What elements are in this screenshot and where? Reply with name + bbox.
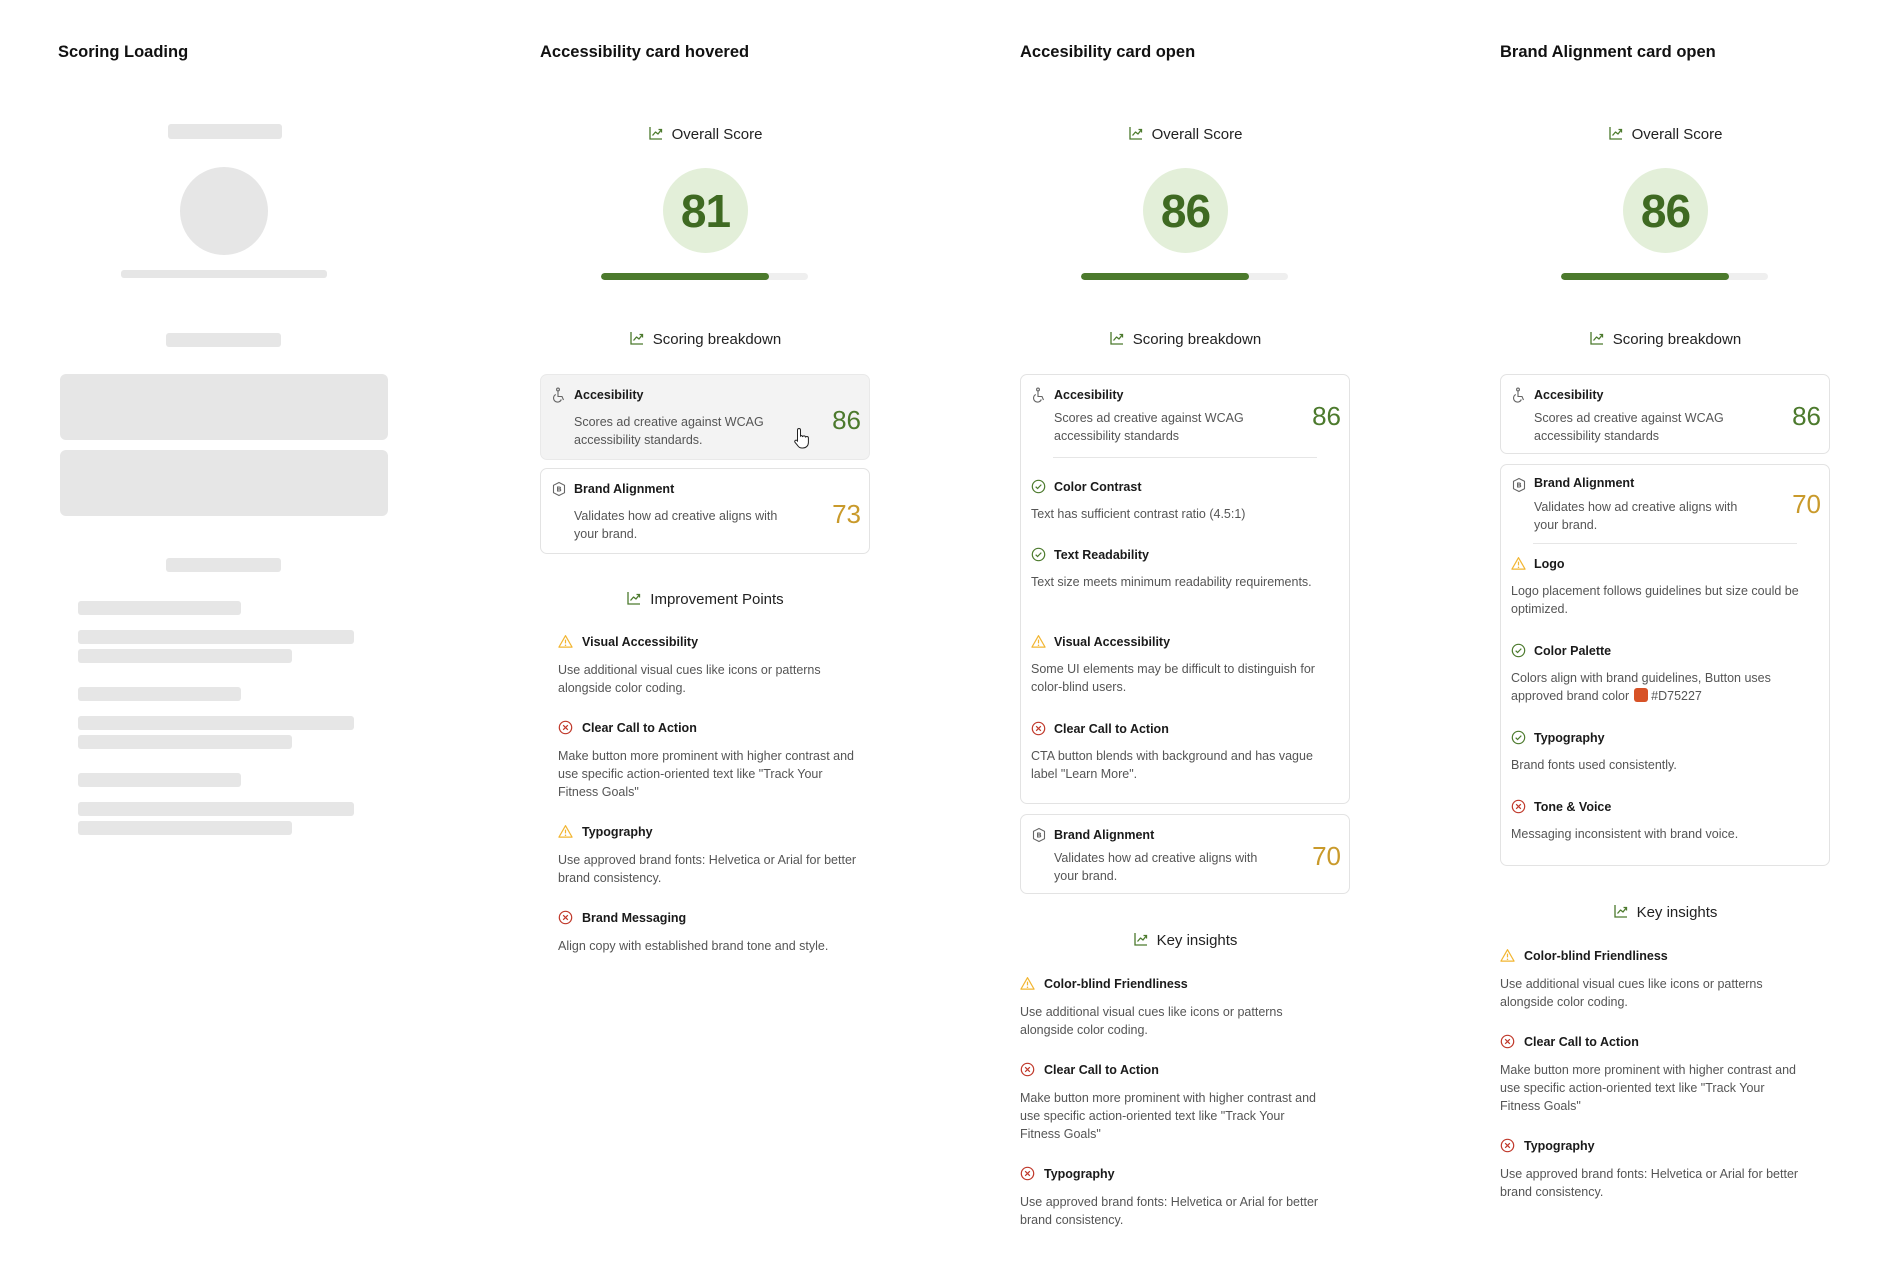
column-brand-alignment-open: [1500, 0, 1880, 1280]
insight-description: Make button more prominent with higher contrast and use specific action-oriented text like "Track Your Fitness Goals": [1020, 1091, 1316, 1141]
brand-alignment-card-expanded[interactable]: [1500, 464, 1830, 866]
skeleton-heading: [166, 558, 281, 572]
column-title: Scoring Loading: [58, 43, 189, 61]
error-icon: [558, 910, 573, 925]
insight-title: Typography: [1524, 1139, 1595, 1153]
list-item: [1020, 1164, 1320, 1228]
criterion-title: Color Contrast: [1054, 480, 1142, 494]
warning-icon: [1511, 556, 1526, 571]
card-divider: [1533, 543, 1797, 544]
key-insights-heading: [1500, 903, 1830, 921]
point-description: Align copy with established brand tone and style.: [558, 939, 829, 953]
list-item: [558, 718, 858, 822]
card-title: Brand Alignment: [1534, 476, 1635, 490]
overall-score-heading: [540, 125, 870, 143]
trend-chart-icon: [1608, 125, 1624, 141]
card-title: Accesibility: [1054, 388, 1124, 402]
check-circle-icon: [1511, 643, 1526, 658]
scoring-breakdown-label: Scoring breakdown: [652, 331, 782, 348]
key-insights-label: Key insights: [1156, 932, 1238, 949]
point-title: Clear Call to Action: [582, 721, 697, 735]
card-description: Validates how ad creative aligns with your brand.: [574, 509, 778, 541]
accessibility-icon: [1031, 387, 1047, 403]
accessibility-icon: [551, 387, 567, 403]
card-score: 70: [1312, 841, 1341, 871]
card-description: Scores ad creative against WCAG accessibility standards: [1534, 411, 1724, 443]
criterion-description: Logo placement follows guidelines but size could be optimized.: [1511, 584, 1799, 616]
criterion-title: Text Readability: [1054, 548, 1149, 562]
list-item: [1500, 946, 1800, 1032]
criterion-title: Clear Call to Action: [1054, 722, 1169, 736]
error-icon: [1020, 1166, 1035, 1181]
criterion-item: [1501, 797, 1829, 857]
skeleton-line: [78, 821, 292, 835]
overall-score-value: 81: [663, 168, 748, 253]
key-insights-list: [1500, 946, 1800, 1200]
improvement-points-heading: [540, 590, 870, 608]
accessibility-card-expanded[interactable]: [1020, 374, 1350, 804]
criterion-description: CTA button blends with background and has vague label "Learn More".: [1031, 749, 1313, 781]
skeleton-line: [78, 716, 354, 730]
criterion-description-text: Colors align with brand guidelines, Button uses approved brand color: [1511, 671, 1771, 703]
scoring-breakdown-heading: [1020, 330, 1350, 348]
warning-icon: [1500, 948, 1515, 963]
scoring-breakdown-label: Scoring breakdown: [1612, 331, 1742, 348]
skeleton-line: [78, 649, 292, 663]
trend-chart-icon: [1133, 931, 1149, 947]
skeleton-heading: [166, 333, 281, 347]
error-icon: [558, 720, 573, 735]
card-score: 86: [1312, 401, 1341, 431]
criterion-title: Tone & Voice: [1534, 800, 1612, 814]
point-description: Use approved brand fonts: Helvetica or Arial for better brand consistency.: [558, 853, 857, 885]
skeleton-line: [78, 630, 354, 644]
overall-score-value: 86: [1623, 168, 1708, 253]
shield-badge-icon: [1511, 477, 1527, 493]
skeleton-line: [78, 601, 241, 615]
criterion-description: Messaging inconsistent with brand voice.: [1511, 827, 1739, 841]
trend-chart-icon: [1589, 330, 1605, 346]
improvement-points-label: Improvement Points: [650, 591, 784, 608]
overall-score-heading: [1020, 125, 1350, 143]
criterion-title: Typography: [1534, 731, 1605, 745]
card-title: Accesibility: [1534, 388, 1604, 402]
list-item: [558, 632, 858, 718]
card-score: 86: [1792, 401, 1821, 431]
insight-title: Color-blind Friendliness: [1044, 977, 1188, 991]
trend-chart-icon: [1128, 125, 1144, 141]
point-title: Visual Accessibility: [582, 635, 699, 649]
skeleton-line: [78, 802, 354, 816]
criterion-item: [1501, 641, 1829, 728]
column-accessibility-hovered: [540, 0, 940, 1280]
progress-fill: [1081, 273, 1249, 280]
warning-icon: [1031, 634, 1046, 649]
criterion-title: Color Palette: [1534, 644, 1612, 658]
overall-score-label: Overall Score: [1631, 126, 1723, 143]
skeleton-line: [78, 687, 241, 701]
overall-score-label: Overall Score: [1151, 126, 1243, 143]
skeleton-card: [60, 450, 388, 516]
error-icon: [1031, 721, 1046, 736]
check-circle-icon: [1031, 547, 1046, 562]
insight-title: Clear Call to Action: [1044, 1063, 1159, 1077]
scoring-breakdown-heading: [1500, 330, 1830, 348]
criterion-description: Some UI elements may be difficult to distinguish for color-blind users.: [1031, 662, 1315, 694]
criterion-item: [1021, 632, 1349, 719]
column-title: Brand Alignment card open: [1500, 43, 1716, 61]
criterion-description: Text has sufficient contrast ratio (4.5:1): [1031, 507, 1246, 521]
overall-score-progress: [1561, 273, 1768, 280]
skeleton-line: [78, 773, 241, 787]
insight-description: Use approved brand fonts: Helvetica or Arial for better brand consistency.: [1020, 1195, 1319, 1227]
accessibility-icon: [1511, 387, 1527, 403]
card-title: Brand Alignment: [574, 482, 675, 496]
hand-cursor-icon: [793, 427, 811, 449]
column-title: Accesibility card open: [1020, 43, 1196, 61]
trend-chart-icon: [648, 125, 664, 141]
check-circle-icon: [1031, 479, 1046, 494]
accessibility-card[interactable]: [540, 374, 870, 460]
list-item: [1020, 1060, 1320, 1164]
card-score: 86: [832, 405, 861, 435]
shield-badge-icon: [1031, 827, 1047, 843]
criterion-description: Text size meets minimum readability requirements.: [1031, 575, 1312, 589]
trend-chart-icon: [1613, 903, 1629, 919]
criterion-item: [1021, 477, 1349, 545]
error-icon: [1500, 1138, 1515, 1153]
scoring-breakdown-label: Scoring breakdown: [1132, 331, 1262, 348]
list-item: [1500, 1136, 1800, 1200]
list-item: [558, 908, 858, 968]
check-circle-icon: [1511, 730, 1526, 745]
criterion-title: Logo: [1534, 557, 1565, 571]
overall-score-label: Overall Score: [671, 126, 763, 143]
error-icon: [1511, 799, 1526, 814]
skeleton-card: [60, 374, 388, 440]
error-icon: [1020, 1062, 1035, 1077]
point-description: Make button more prominent with higher contrast and use specific action-oriented text like "Track Your Fitness Goals": [558, 749, 854, 799]
criterion-item: [1021, 545, 1349, 632]
trend-chart-icon: [629, 330, 645, 346]
insight-description: Use additional visual cues like icons or patterns alongside color coding.: [1500, 977, 1763, 1009]
criterion-item: [1501, 728, 1829, 797]
insight-description: Make button more prominent with higher contrast and use specific action-oriented text like "Track Your Fitness Goals": [1500, 1063, 1796, 1113]
card-description: Validates how ad creative aligns with your brand.: [1534, 500, 1738, 532]
skeleton-score-circle: [180, 167, 268, 255]
warning-icon: [1020, 976, 1035, 991]
skeleton-progress: [121, 270, 327, 278]
insight-description: Use approved brand fonts: Helvetica or Arial for better brand consistency.: [1500, 1167, 1799, 1199]
overall-score-progress: [601, 273, 808, 280]
criterion-item: [1501, 554, 1829, 641]
scoring-breakdown-heading: [540, 330, 870, 348]
criterion-description: [1511, 669, 1811, 705]
key-insights-list: [1020, 974, 1320, 1228]
improvement-points-list: [558, 632, 858, 968]
insight-title: Typography: [1044, 1167, 1115, 1181]
card-description: Validates how ad creative aligns with your brand.: [1054, 851, 1258, 883]
list-item: [558, 822, 858, 908]
key-insights-label: Key insights: [1636, 904, 1718, 921]
progress-fill: [1561, 273, 1729, 280]
brand-alignment-card[interactable]: [540, 468, 870, 554]
column-scoring-loading: [58, 0, 458, 1280]
overall-score-heading: [1500, 125, 1830, 143]
warning-icon: [558, 634, 573, 649]
point-title: Typography: [582, 825, 653, 839]
skeleton-heading: [168, 124, 282, 139]
error-icon: [1500, 1034, 1515, 1049]
insight-title: Clear Call to Action: [1524, 1035, 1639, 1049]
accessibility-card[interactable]: [1500, 374, 1830, 454]
overall-score-value: 86: [1143, 168, 1228, 253]
card-divider: [1053, 457, 1317, 458]
overall-score-progress: [1081, 273, 1288, 280]
card-score: 70: [1792, 489, 1821, 519]
trend-chart-icon: [1109, 330, 1125, 346]
list-item: [1500, 1032, 1800, 1136]
list-item: [1020, 974, 1320, 1060]
brand-color-swatch: [1634, 688, 1648, 702]
criterion-item: [1021, 719, 1349, 779]
shield-badge-icon: [551, 481, 567, 497]
insight-description: Use additional visual cues like icons or patterns alongside color coding.: [1020, 1005, 1283, 1037]
key-insights-heading: [1020, 931, 1350, 949]
card-title: Brand Alignment: [1054, 828, 1155, 842]
progress-fill: [601, 273, 769, 280]
trend-chart-icon: [626, 590, 642, 606]
insight-title: Color-blind Friendliness: [1524, 949, 1668, 963]
card-description: Scores ad creative against WCAG accessibility standards.: [574, 415, 764, 447]
brand-alignment-card[interactable]: [1020, 814, 1350, 894]
card-score: 73: [832, 499, 861, 529]
column-accessibility-open: [1020, 0, 1420, 1280]
point-description: Use additional visual cues like icons or patterns alongside color coding.: [558, 663, 821, 695]
column-title: Accessibility card hovered: [540, 43, 750, 61]
point-title: Brand Messaging: [582, 911, 687, 925]
criterion-description: Brand fonts used consistently.: [1511, 758, 1677, 772]
card-title: Accesibility: [574, 388, 644, 402]
card-description: Scores ad creative against WCAG accessibility standards: [1054, 411, 1244, 443]
warning-icon: [558, 824, 573, 839]
skeleton-line: [78, 735, 292, 749]
brand-color-hex: #D75227: [1651, 689, 1702, 703]
criterion-title: Visual Accessibility: [1054, 635, 1171, 649]
